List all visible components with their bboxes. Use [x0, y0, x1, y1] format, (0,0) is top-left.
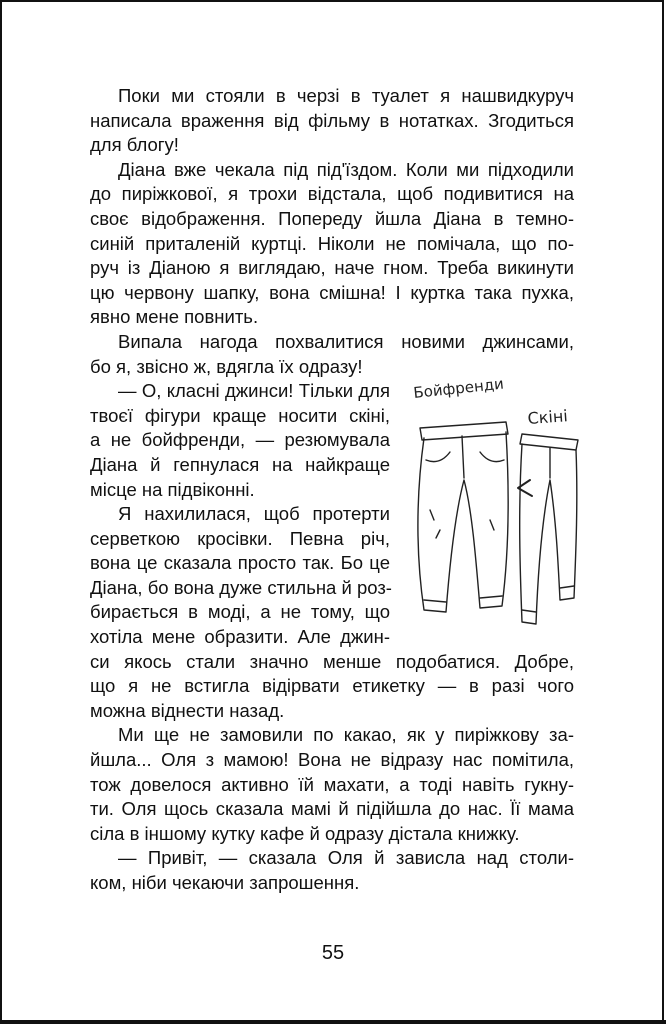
paragraph-7	[90, 846, 574, 895]
jeans-illustration	[410, 360, 580, 650]
text-line: тож довелося активно їй махати, а тоді навіть гукну-	[90, 773, 574, 795]
page-bottom-edge	[0, 1020, 666, 1024]
text-line: ти. Оля щось сказала мамі й підійшла до нас. Її мама	[90, 798, 574, 820]
boyfriend-jeans-icon	[418, 422, 508, 612]
text-line: хотіла мене образити. Але джин-	[90, 626, 390, 648]
text-line: ком, ніби чекаючи запрошення.	[90, 872, 360, 893]
text-line: серветкою кросівки. Певна річ,	[90, 527, 390, 549]
text-line: для блогу!	[90, 134, 179, 156]
skinny-jeans-icon	[520, 434, 578, 624]
text-line: Поки ми стояли в черзі в туалет я нашвидкуруч	[118, 85, 574, 106]
text-line: бирається в моді, а не тому, що	[90, 601, 390, 623]
text-line: вона це сказала просто так. Бо це	[90, 552, 390, 574]
label-skinny: Скіні	[526, 406, 569, 428]
label-boyfriend: Бойфренди	[412, 374, 505, 402]
text-line: цю червону шапку, вона смішна! І куртка така пухка,	[90, 281, 574, 303]
text-line: що я не встигла відірвати етикетку — в разі чого	[90, 675, 574, 697]
text-line: руч із Діаною я виглядаю, наче гном. Треба викинути	[90, 257, 574, 279]
text-line: — Привіт, — сказала Оля й зависла над столи-	[118, 847, 574, 869]
text-line: Ми ще не замовили по какао, як у пиріжкову за-	[118, 724, 574, 746]
paragraph-6	[90, 723, 574, 846]
text-line: бо я, звісно ж, вдягла їх одразу!	[90, 355, 363, 377]
text-line: сіла в іншому кутку кафе й одразу дістала книжку.	[90, 822, 520, 844]
text-line: а не бойфренди, — резюмувала	[90, 429, 390, 451]
paragraph-1	[90, 84, 574, 158]
text-line: Діана, бо вона дуже стильна й роз-	[90, 576, 392, 598]
text-line: Діана вже чекала під під'їздом. Коли ми підходили	[118, 158, 574, 180]
text-line: Випала нагода похвалитися новими джинсами,	[118, 330, 574, 352]
text-line: йшла... Оля з мамою! Вона не відразу нас помітила,	[90, 749, 574, 771]
text-line: до пиріжкової, я трохи відстала, щоб подивитися на	[90, 183, 574, 205]
paragraph-4	[90, 379, 390, 502]
text-line: си якось стали значно менше подобатися. Добре,	[90, 650, 574, 672]
text-line: Я нахилилася, щоб протерти	[118, 503, 390, 525]
text-line: — О, класні джинси! Тільки для	[118, 380, 390, 402]
text-line: можна віднести назад.	[90, 699, 285, 721]
text-line: місце на підвіконні.	[90, 478, 255, 500]
text-line: твоєї фігури краще носити скіні,	[90, 404, 390, 426]
text-line: Діана й гепнулася на найкраще	[90, 453, 390, 475]
text-line: синій приталеній куртці. Ніколи не помічала, що по-	[90, 232, 574, 254]
page-number: 55	[321, 942, 345, 964]
text-line: своє відображення. Попереду йшла Діана в темно-	[90, 207, 574, 229]
text-line: явно мене повнить.	[90, 306, 259, 328]
paragraph-2	[90, 158, 574, 330]
text-line: написала враження від фільму в нотатках. Згодиться	[90, 109, 574, 131]
